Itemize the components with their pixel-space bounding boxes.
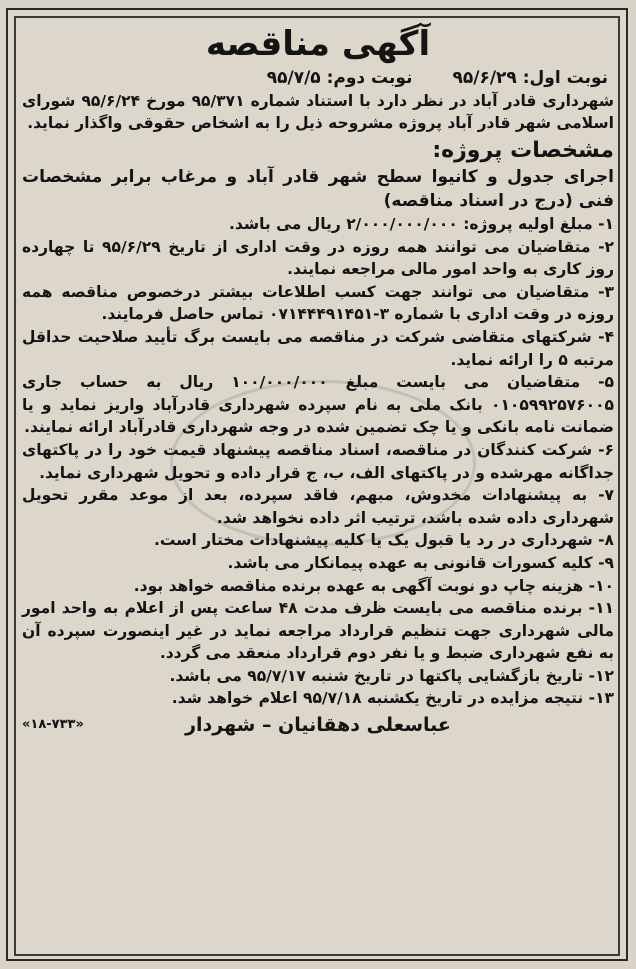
intro-paragraph: شهرداری قادر آباد در نظر دارد با استناد شماره ۹۵/۳۷۱ مورخ ۹۵/۶/۲۴ شورای اسلامی شهر قادر آباد پروژه مشروحه ذیل را به اشخاص حقوقی واگذار نماید.: [22, 92, 614, 132]
conditions-list: [22, 213, 614, 710]
reference-number: «۱۸-۷۳۳»: [22, 717, 84, 733]
condition-item: ۳- متقاضیان می توانند جهت کسب اطلاعات بیشتر درخصوص مناقصه همه روزه در وقت اداری با شماره ۳-۰۷۱۴۴۴۹۱۴۵۱ تماس حاصل فرمایند.: [22, 282, 614, 324]
condition-item: ۱۰- هزینه چاپ دو نوبت آگهی به عهده برنده مناقصه خواهد بود.: [133, 576, 614, 595]
condition-item: ۸- شهرداری در رد یا قبول یک یا کلیه پیشنهادات مختار است.: [153, 531, 614, 550]
spec-description: اجرای جدول و کانیوا سطح شهر قادر آباد و مرغاب برابر مشخصات فنی (درج در اسناد مناقصه): [22, 167, 614, 211]
notice-title: آگهی مناقصه: [205, 24, 431, 64]
condition-item: ۶- شرکت کنندگان در مناقصه، اسناد مناقصه پیشنهاد قیمت خود را در پاکتهای جداگانه مهرشده و در پاکتهای الف، ب، ج قرار داده و تحویل شهرداری نماید.: [22, 440, 614, 482]
condition-item: ۱۱- برنده مناقصه می بایست ظرف مدت ۴۸ ساعت پس از اعلام به واحد امور مالی شهرداری جهت تنظیم قرارداد مراجعه نماید در غیر اینصورت سپرده آن به نفع شهرداری ضبط و یا نفر دوم قرارداد منعقد می گردد.: [22, 599, 614, 663]
condition-item: ۵- متقاضیان می بایست مبلغ ۱۰۰/۰۰۰/۰۰۰ ریال به حساب جاری ۰۱۰۵۹۹۲۵۷۶۰۰۵ بانک ملی به نام سپرده شهرداری قادرآباد واریز نماید و یا ضمانت نامه بانکی و یا چک تضمین شده در وجه شهرداری قادرآباد ارائه نمایند.: [22, 373, 614, 437]
condition-item: ۴- شرکتهای متقاضی شرکت در مناقصه می بایست برگ تأیید صلاحیت حداقل مرتبه ۵ را ارائه نماید.: [22, 327, 614, 369]
spec-heading: مشخصات پروژه:: [432, 138, 614, 163]
signature-line: [22, 714, 614, 736]
second-publication-date: نوبت دوم: ۹۵/۷/۵: [266, 68, 413, 88]
condition-item: ۱۲- تاریخ بازگشایی پاکتها در تاریخ شنبه ۹۵/۷/۱۷ می باشد.: [169, 666, 614, 685]
publication-dates: [22, 68, 608, 88]
tender-notice: [22, 22, 614, 952]
condition-item: ۱- مبلغ اولیه پروژه: ۲/۰۰۰/۰۰۰/۰۰۰ ریال می باشد.: [228, 215, 614, 233]
mayor-signature: عباسعلی دهقانیان – شهردار: [185, 714, 451, 737]
first-publication-date: نوبت اول: ۹۵/۶/۲۹: [452, 68, 608, 88]
condition-item: ۱۳- نتیجه مزایده در تاریخ یکشنبه ۹۵/۷/۱۸ اعلام خواهد شد.: [171, 689, 614, 708]
condition-item: ۲- متقاضیان می توانند همه روزه در وقت اداری از تاریخ ۹۵/۶/۲۹ تا چهارده روز کاری به واحد امور مالی مراجعه نمایند.: [22, 237, 615, 279]
condition-item: ۷- به پیشنهادات مخدوش، مبهم، فاقد سپرده، بعد از موعد مقرر تحویل شهرداری داده شده باشد، ترتیب اثر داده نخواهد شد.: [22, 486, 614, 527]
condition-item: ۹- کلیه کسورات قانونی به عهده پیمانکار می باشد.: [227, 553, 614, 572]
